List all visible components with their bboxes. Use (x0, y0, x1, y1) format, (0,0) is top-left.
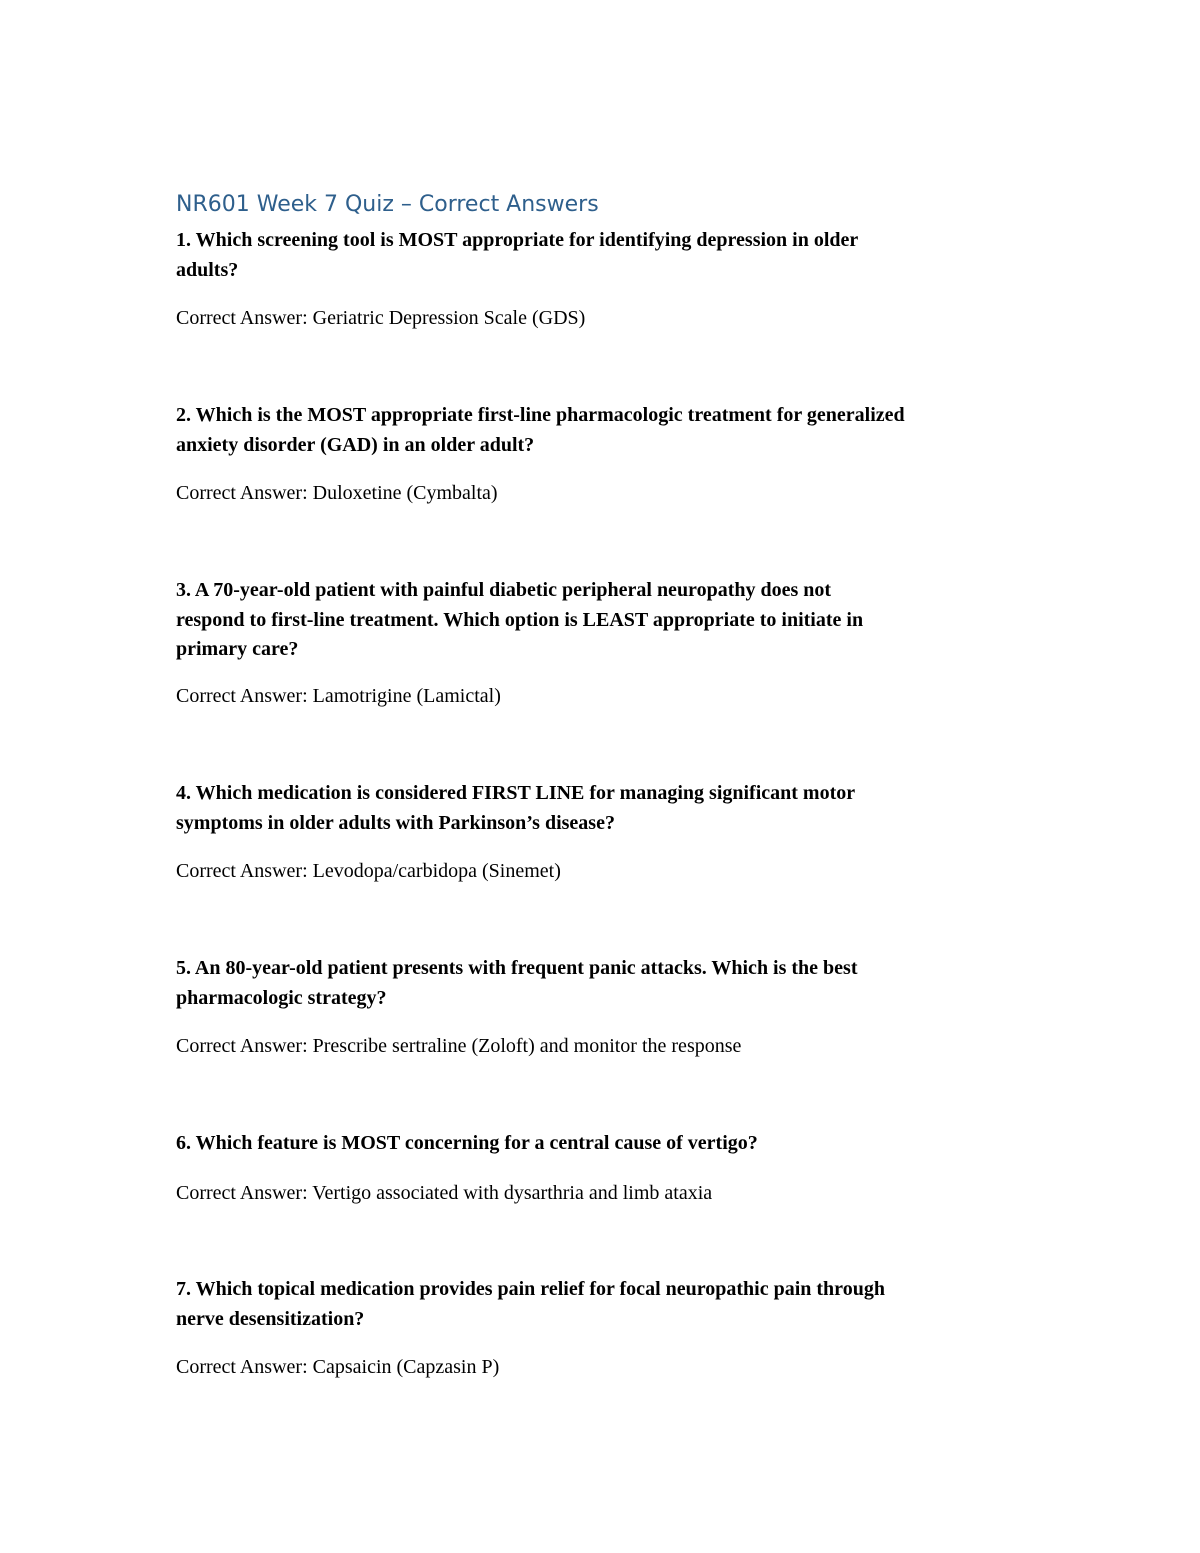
question-line: 6. Which feature is MOST concerning for a central cause of vertigo? (176, 1132, 758, 1154)
question-7 (176, 1275, 885, 1334)
question-line: symptoms in older adults with Parkinson’s disease? (176, 811, 615, 834)
question-line: 4. Which medication is considered FIRST LINE for managing significant motor (176, 782, 856, 804)
question-line: nerve desensitization? (176, 1307, 365, 1330)
question-line: 1. Which screening tool is MOST appropriate for identifying depression in older (176, 229, 859, 251)
question-line: adults? (176, 258, 239, 281)
page-title: NR601 Week 7 Quiz – Correct Answers (176, 192, 599, 217)
question-line: 3. A 70-year-old patient with painful diabetic peripheral neuropathy does not (176, 579, 832, 601)
answer-6: Correct Answer: Vertigo associated with dysarthria and limb ataxia (176, 1182, 713, 1204)
answer-3: Correct Answer: Lamotrigine (Lamictal) (176, 685, 501, 707)
question-4 (176, 779, 855, 838)
question-line: pharmacologic strategy? (176, 986, 387, 1009)
question-1 (176, 226, 858, 285)
question-line: primary care? (176, 638, 299, 660)
question-line: respond to first-line treatment. Which option is LEAST appropriate to initiate in (176, 608, 864, 631)
answer-1: Correct Answer: Geriatric Depression Scale (GDS) (176, 307, 586, 329)
question-2 (176, 401, 905, 460)
question-6 (176, 1129, 758, 1159)
question-line: 7. Which topical medication provides pain relief for focal neuropathic pain through (176, 1278, 885, 1300)
question-5 (176, 954, 858, 1013)
answer-5: Correct Answer: Prescribe sertraline (Zoloft) and monitor the response (176, 1035, 742, 1057)
answer-4: Correct Answer: Levodopa/carbidopa (Sinemet) (176, 860, 561, 882)
question-line: 2. Which is the MOST appropriate first-line pharmacologic treatment for generalized (176, 404, 905, 426)
answer-7: Correct Answer: Capsaicin (Capzasin P) (176, 1356, 500, 1378)
question-3 (176, 576, 863, 665)
question-line: anxiety disorder (GAD) in an older adult? (176, 433, 535, 456)
answer-2: Correct Answer: Duloxetine (Cymbalta) (176, 482, 498, 504)
question-line: 5. An 80-year-old patient presents with frequent panic attacks. Which is the best (176, 957, 858, 979)
